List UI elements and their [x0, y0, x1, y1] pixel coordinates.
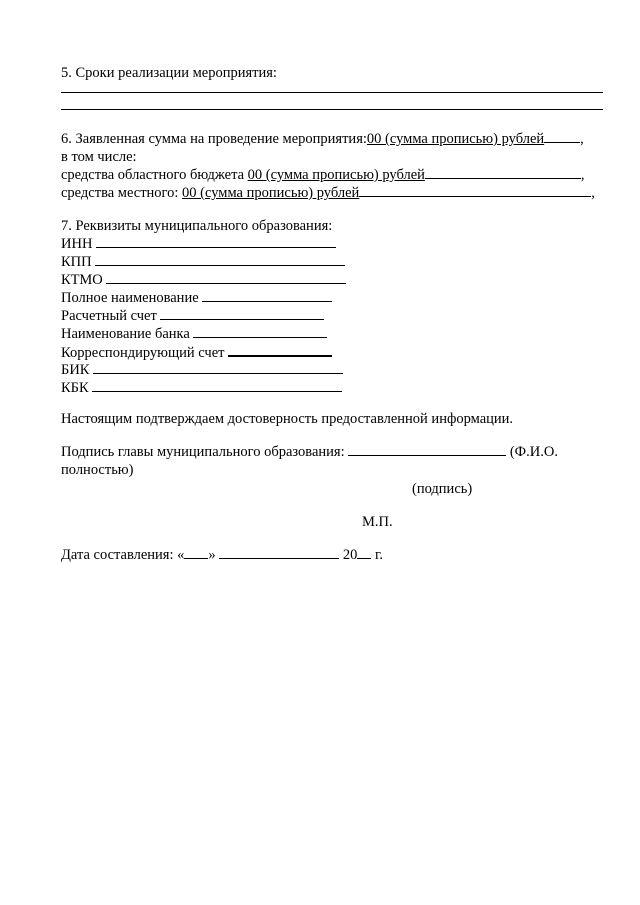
section6-local-blank [359, 184, 591, 197]
signature-fio: (Ф.И.О. [509, 444, 558, 460]
field-bank-label: Наименование банка [61, 326, 190, 342]
field-corr-account-row [61, 343, 332, 362]
section5-blank-line-2 [61, 109, 603, 110]
section6-total-amount: 00 (сумма прописью) рублей [366, 131, 545, 147]
field-kpp-row [61, 253, 345, 271]
field-full-name-blank [202, 289, 332, 302]
signature-blank [348, 443, 506, 456]
section6-regional-blank [425, 166, 581, 179]
confirmation-text: Настоящим подтверждаем достоверность предоставленной информации. [61, 411, 514, 427]
section7-title: 7. Реквизиты муниципального образования: [61, 218, 333, 234]
section6-comma-1: , [580, 131, 584, 147]
date-line [61, 546, 383, 564]
section6-regional-label: средства областного бюджета [61, 167, 248, 183]
field-full-name-label: Полное наименование [61, 290, 199, 306]
field-kpp-blank [95, 253, 345, 266]
section6-local-amount: 00 (сумма прописью) рублей [182, 185, 360, 201]
signature-fio-cont: полностью) [61, 462, 134, 478]
stamp-mark: М.П. [362, 514, 393, 530]
field-inn-label: ИНН [61, 236, 93, 252]
date-month-blank [219, 546, 339, 559]
field-kbk-blank [92, 379, 342, 392]
field-oktmo-row [61, 271, 346, 289]
field-bank-row [61, 325, 327, 343]
field-account-row [61, 307, 324, 325]
section6-local-label: средства местного: [61, 185, 183, 201]
field-inn-row [61, 235, 336, 253]
field-bank-blank [193, 325, 327, 338]
section6-regional-amount: 00 (сумма прописью) рублей [247, 167, 425, 183]
section6-regional-line [61, 166, 585, 184]
section6-title: 6. Заявленная сумма на проведение мероприятия: [61, 131, 367, 147]
field-account-label: Расчетный счет [61, 308, 157, 324]
date-label: Дата составления: « [61, 547, 185, 563]
date-year-prefix: 20 [342, 547, 358, 563]
section6-comma-2: , [580, 167, 585, 183]
field-corr-account-blank [228, 343, 332, 357]
section6-total-line [61, 130, 584, 148]
signature-caption: (подпись) [412, 481, 473, 497]
field-kbk-label: КБК [61, 380, 89, 396]
field-oktmo-blank [106, 271, 346, 284]
section6-total-blank [544, 130, 580, 143]
section6-local-line [61, 184, 595, 202]
section6-comma-3: , [591, 185, 595, 201]
field-full-name-row [61, 289, 332, 307]
field-inn-blank [96, 235, 336, 248]
field-bik-blank [93, 361, 343, 374]
section5-title: 5. Сроки реализации мероприятия: [61, 65, 277, 81]
field-kbk-row [61, 379, 342, 397]
date-close-quote: » [208, 547, 216, 563]
field-bik-label: БИК [61, 362, 90, 378]
field-corr-account-label: Корреспондирующий счет [61, 345, 225, 361]
date-year-blank [357, 546, 371, 559]
signature-label: Подпись главы муниципального образования: [61, 444, 345, 460]
section6-including: в том числе: [61, 149, 137, 165]
section5-blank-line-1 [61, 92, 603, 93]
field-kpp-label: КПП [61, 254, 92, 270]
date-day-blank [184, 546, 208, 559]
field-account-blank [160, 307, 324, 320]
field-oktmo-label: КТМО [61, 272, 103, 288]
date-year-suffix: г. [375, 547, 383, 563]
signature-line [61, 443, 558, 461]
field-bik-row [61, 361, 343, 379]
